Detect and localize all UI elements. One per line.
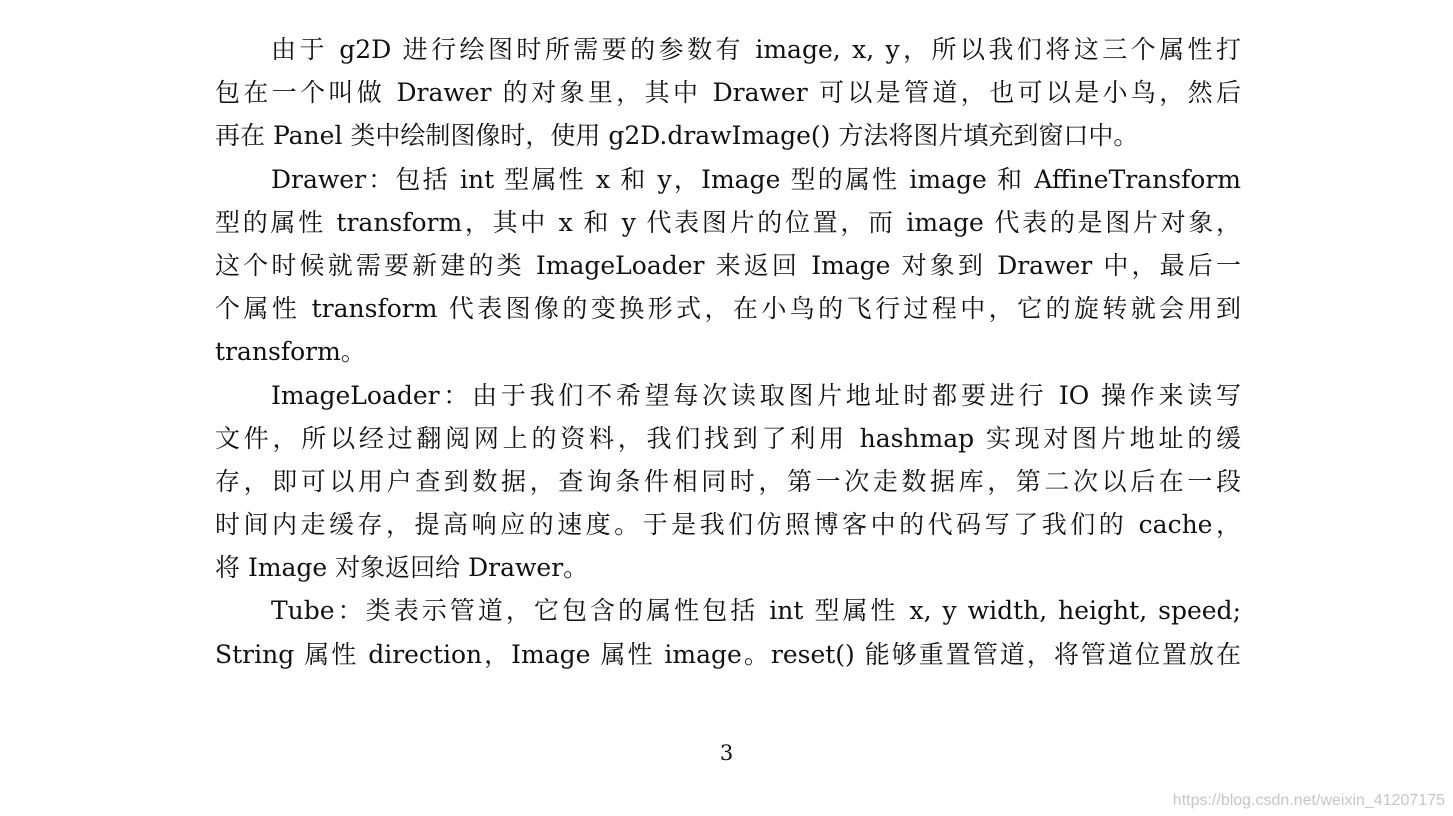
text-line: Tube：类表示管道，它包含的属性包括 int 型属性 x, y width, height, speed;	[271, 596, 1241, 626]
text-line: 存，即可以用户查到数据，查询条件相同时，第一次走数据库，第二次以后在一段	[215, 466, 1241, 496]
text-line: Drawer：包括 int 型属性 x 和 y，Image 型的属性 image 和 AffineTransform	[271, 164, 1241, 194]
text-line: 由于 g2D 进行绘图时所需要的参数有 image, x, y，所以我们将这三个属性打	[271, 35, 1241, 64]
document-body	[215, 28, 1241, 676]
text-line: transform。	[215, 337, 366, 367]
text-line: 文件，所以经过翻阅网上的资料，我们找到了利用 hashmap 实现对图片地址的缓	[215, 423, 1241, 453]
text-line: 将 Image 对象返回给 Drawer。	[215, 553, 589, 583]
text-line: 时间内走缓存，提高响应的速度。于是我们仿照博客中的代码写了我们的 cache，	[215, 510, 1241, 540]
watermark: https://blog.csdn.net/weixin_41207175	[1172, 792, 1445, 809]
text-line: 包在一个叫做 Drawer 的对象里，其中 Drawer 可以是管道，也可以是小鸟，然后	[215, 78, 1241, 108]
text-line: 再在 Panel 类中绘制图像时，使用 g2D.drawImage() 方法将图片填充到窗口中。	[215, 121, 1139, 151]
text-line: 个属性 transform 代表图像的变换形式，在小鸟的飞行过程中，它的旋转就会用到	[215, 294, 1241, 324]
text-line: ImageLoader：由于我们不希望每次读取图片地址时都要进行 IO 操作来读写	[271, 380, 1241, 410]
text-line: 型的属性 transform，其中 x 和 y 代表图片的位置，而 image 代表的是图片对象，	[215, 207, 1241, 237]
page-number: 3	[719, 741, 734, 765]
text-line: String 属性 direction，Image 属性 image。reset() 能够重置管道，将管道位置放在	[215, 639, 1241, 669]
text-line: 这个时候就需要新建的类 ImageLoader 来返回 Image 对象到 Drawer 中，最后一	[215, 250, 1241, 280]
